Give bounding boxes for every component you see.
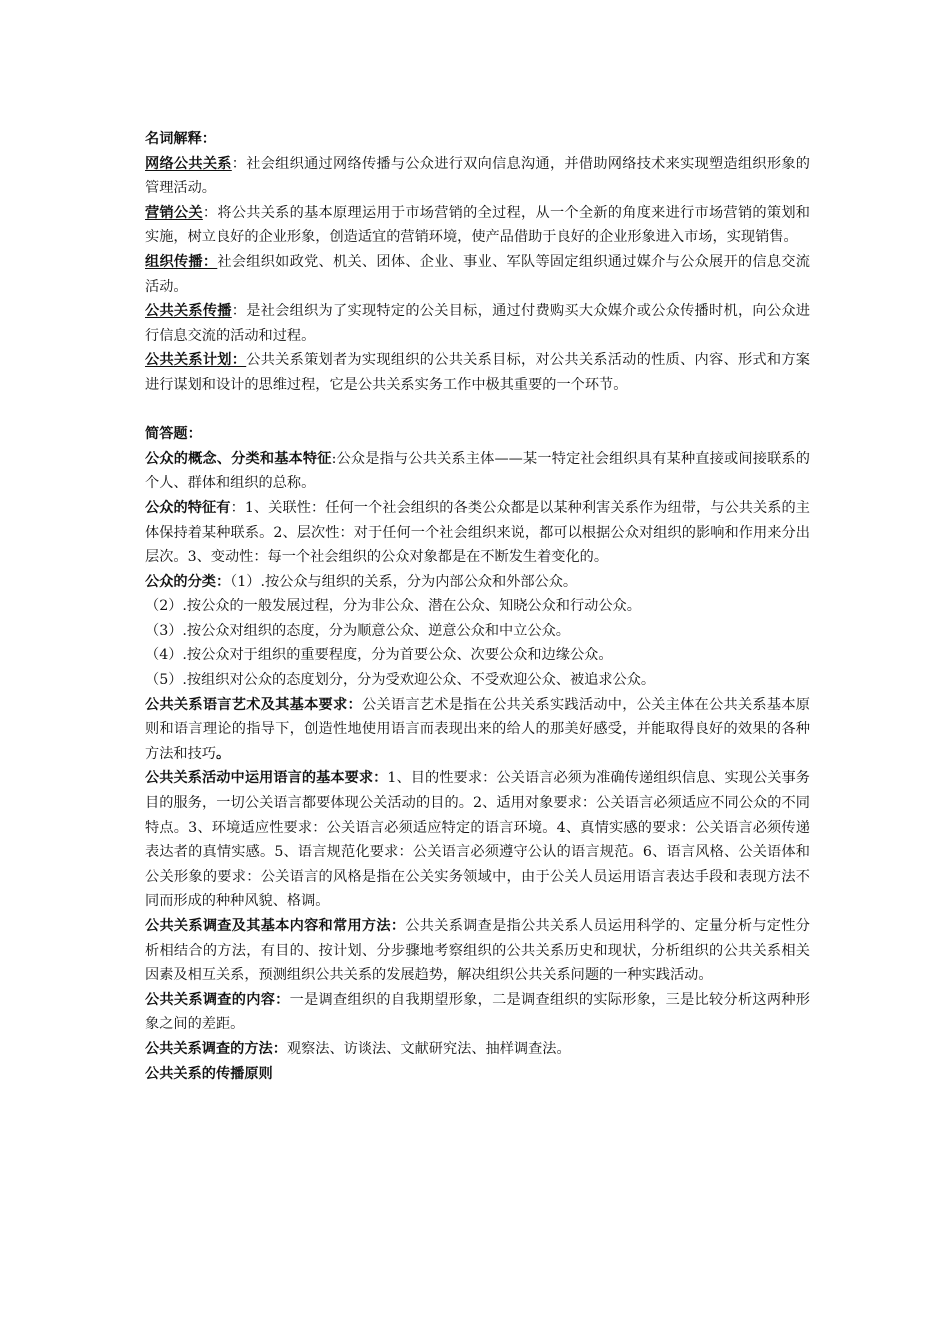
- answer-end-mark: 。: [215, 745, 231, 762]
- answer-text: 观察法、访谈法、文献研究法、抽样调查法。: [286, 1040, 571, 1057]
- answer-label: 公共关系活动中运用语言的基本要求：: [145, 770, 388, 787]
- answer-label: 公共关系调查及其基本内容和常用方法：: [145, 918, 406, 934]
- answer-separator: :: [331, 450, 337, 467]
- definition-pr-planning: [145, 348, 810, 397]
- term-label: 组织传播：: [145, 253, 218, 270]
- answer-public-concept: [145, 447, 810, 496]
- classification-item: （5）.按组织对公众的态度划分，分为受欢迎公众、不受欢迎公众、被追求公众。: [145, 672, 656, 689]
- definition-text: 将公共关系的基本原理运用于市场营销的全过程，从一个全新的角度来进行市场营销的策划和实施，树立良好的企业形象，创造适宜的营销环境，使产品借助于良好的企业形象进入市场，实现销售。: [145, 204, 810, 246]
- term-label: 公共关系传播: [145, 303, 232, 320]
- definition-text: 公共关系策划者为实现组织的公共关系目标，对公共关系活动的性质、内容、形式和方案进行谋划和设计的思维过程，它是公共关系实务工作中极其重要的一个环节。: [145, 352, 810, 393]
- term-separator: ：: [231, 155, 247, 172]
- answer-research-content: [145, 988, 810, 1037]
- classification-item: （2）.按公众的一般发展过程，分为非公众、潜在公众、知晓公众和行动公众。: [145, 598, 641, 615]
- definition-text: 是社会组织为了实现特定的公关目标，通过付费购买大众媒介或公众传播时机，向公众进行信息交流的活动和过程。: [145, 303, 810, 344]
- definition-pr-communication: [145, 299, 810, 348]
- answer-label: 公共关系语言艺术及其基本要求：: [145, 696, 362, 713]
- answer-label: 公众的分类：: [145, 573, 231, 590]
- answer-text: （1）.按公众与组织的关系，分为内部公众和外部公众。: [230, 573, 578, 590]
- answer-label: 公众的特征有: [145, 499, 231, 516]
- answer-public-features: [145, 496, 810, 570]
- section-heading-short-answers: 简答题：: [145, 426, 202, 443]
- document-page: [145, 127, 810, 1086]
- answer-label: 公共关系的传播原则: [145, 1065, 273, 1082]
- answer-separator: ：: [230, 499, 245, 516]
- definition-text: 社会组织通过网络传播与公众进行双向信息沟通，并借助网络技术来实现塑造组织形象的管理活动。: [145, 155, 810, 197]
- answer-research-methods: [145, 1037, 810, 1062]
- classification-item: （3）.按公众对组织的态度，分为顺意公众、逆意公众和中立公众。: [145, 622, 570, 639]
- term-label: 营销公关: [145, 204, 203, 221]
- section-heading-definitions: 名词解释：: [145, 131, 216, 147]
- term-label: 公共关系计划：: [145, 352, 247, 369]
- section-spacer: [145, 398, 810, 423]
- answer-text: 公关语言艺术是指在公共关系实践活动中，公关主体在公共关系基本原则和语言理论的指导下，创造性地使用语言而表现出来的给人的那美好感受，并能取得良好的效果的各种方法和技巧: [145, 696, 810, 762]
- answer-label: 公共关系调查的方法：: [145, 1040, 287, 1057]
- answer-text: 1、关联性：任何一个社会组织的各类公众都是以某种利害关系作为纽带，与公共关系的主体保持着某种联系。2、层次性：对于任何一个社会组织来说，都可以根据公众对组织的影响和作用来分出层次。3、变动性：每一个社会组织的公众对象都是在不断发生着变化的。: [145, 499, 810, 566]
- term-separator: ：: [231, 303, 247, 320]
- answer-language-requirements: [145, 766, 810, 914]
- definition-organizational-communication: [145, 250, 810, 299]
- answer-text: 公众是指与公共关系主体——某一特定社会组织具有某种直接或间接联系的个人、群体和组织的总称。: [145, 450, 810, 492]
- answer-label: 公众的概念、分类和基本特征: [145, 450, 332, 467]
- answer-text: 一是调查组织的自我期望形象，二是调查组织的实际形象，三是比较分析这两种形象之间的差距。: [145, 991, 810, 1033]
- answer-label: 公共关系调查的内容：: [145, 991, 290, 1008]
- answer-communication-principles: [145, 1062, 810, 1087]
- answer-text: 1、目的性要求：公关语言必须为准确传递组织信息、实现公关事务目的服务，一切公关语言都要体现公关活动的目的。2、适用对象要求：公关语言必须适应不同公众的不同特点。3、环境适应性要求：公关语言必须适应特定的语言环境。4、真情实感的要求：公关语言必须传递表达者的真情实感。5、语言规范化要求：公关语言必须遵守公认的语言规范。6、语言风格、公关语体和公关形象的要求：公关语言的风格是指在公关实务领域中，由于公关人员运用语言表达手段和表现方法不同而形成的种种风貌、格调。: [145, 770, 810, 910]
- term-separator: ：: [202, 204, 218, 221]
- term-label: 网络公共关系: [145, 155, 232, 172]
- answer-public-classification: [145, 570, 810, 595]
- answer-text: 公共关系调查是指公共关系人员运用科学的、定量分析与定性分析相结合的方法，有目的、按计划、分步骤地考察组织的公共关系历史和现状，分析组织的公共关系相关因素及相互关系，预测组织公共关系的发展趋势，解决组织公共关系问题的一种实践活动。: [145, 918, 810, 984]
- definition-marketing-pr: [145, 201, 810, 250]
- definition-text: 社会组织如政党、机关、团体、企业、事业、军队等固定组织通过媒介与公众展开的信息交流活动。: [145, 253, 810, 295]
- definition-network-pr: [145, 152, 810, 201]
- classification-item: （4）.按公众对于组织的重要程度，分为首要公众、次要公众和边缘公众。: [145, 647, 613, 664]
- answer-pr-language-art: [145, 693, 810, 767]
- answer-pr-research: [145, 914, 810, 988]
